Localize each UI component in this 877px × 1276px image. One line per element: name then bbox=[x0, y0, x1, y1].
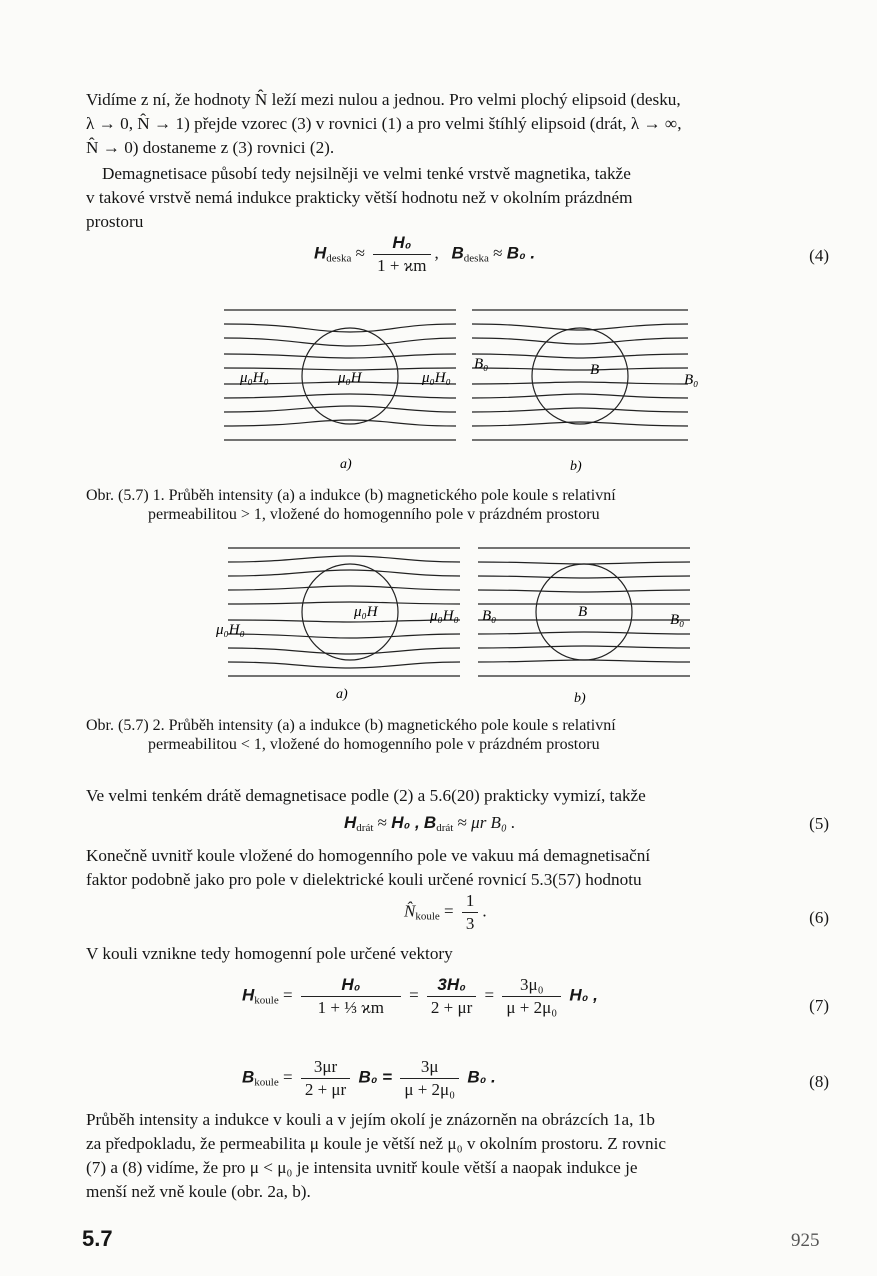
eq8-mid: B₀ = bbox=[358, 1067, 393, 1087]
fig1a-label-right: μ₀H₀ bbox=[422, 370, 451, 386]
eq5-H-sub: drát bbox=[356, 822, 374, 834]
paragraph-5 bbox=[86, 942, 834, 966]
eq8-fraction-1 bbox=[301, 1056, 350, 1101]
eq8-f1-num: 3μr bbox=[301, 1056, 350, 1079]
eq7-f1-den: 1 + ⅓ ϰm bbox=[317, 998, 384, 1017]
equation-5: $H_{drát} \approx H_0$ , $B_{drát} \approx \mu r$ B₀ . bbox=[344, 813, 516, 834]
fig2a-field-lines bbox=[228, 548, 460, 676]
equation-8: $B_{koule}$ = $\frac{3\mu r}{2 + \mu r}$ B₀ = $\frac{3\mu}{\text{μ + 2μ₀}}$ B₀ . bbox=[242, 1057, 496, 1099]
eq8-B-sub: koule bbox=[254, 1076, 279, 1089]
paragraph-6 bbox=[86, 1108, 834, 1204]
paragraph-2 bbox=[86, 162, 834, 234]
eq7-f3-num: 3μ₀ bbox=[502, 974, 561, 997]
eq4-rhs: B₀ . bbox=[506, 243, 536, 263]
eq7-number: (7) bbox=[809, 996, 829, 1015]
eq8-number: (8) bbox=[809, 1072, 829, 1091]
eq4-B: B bbox=[451, 243, 464, 263]
eq6-num: 1 bbox=[462, 890, 479, 913]
paragraph-1 bbox=[86, 88, 834, 160]
eq5-number: (5) bbox=[809, 814, 829, 833]
fig2a-label-center: μ₀H bbox=[354, 604, 378, 620]
eq7-f2-num: 3H₀ bbox=[427, 974, 476, 997]
eq4-fraction bbox=[373, 232, 430, 277]
eq4-number: (4) bbox=[809, 246, 829, 265]
eq8-fraction-2 bbox=[400, 1056, 459, 1101]
fig1b-sublabel: b) bbox=[570, 459, 582, 474]
eq4-B-sub: deska bbox=[463, 252, 489, 265]
fig2-caption-line-2: permeabilitou < 1, vložené do homogenního pole v prázdném prostoru bbox=[148, 736, 600, 753]
section-number: 5.7 bbox=[82, 1226, 113, 1251]
p1-line-1: Vidíme z ní, že hodnoty N̂ leží mezi nulou a jednou. Pro velmi plochý elipsoid (desku, bbox=[86, 90, 681, 109]
eq4-H: H bbox=[314, 243, 327, 263]
p6-line-4: menší než vně koule (obr. 2a, b). bbox=[86, 1182, 311, 1201]
eq7-f2-den: 2 + μr bbox=[430, 998, 473, 1017]
equation-4: $H_{deska}$ ≈ $\frac{\text{H₀}}{1 + ϰm}$ , $B_{deska} \approx B_0$ . bbox=[314, 233, 536, 275]
fig2-caption-line-1: Obr. (5.7) 2. Průběh intensity (a) a indukce (b) magnetického pole koule s relativní bbox=[86, 717, 616, 734]
eq6-N-sub: koule bbox=[415, 910, 440, 923]
fig1b-label-center: B bbox=[590, 362, 600, 378]
p6-line-2: za předpokladu, že permeabilita μ koule je větší než μ₀ v okolním prostoru. Z rovnic bbox=[86, 1134, 666, 1153]
page-number: 925 bbox=[791, 1230, 820, 1251]
fig1b-field-lines bbox=[472, 310, 688, 440]
fig1a-sublabel: a) bbox=[340, 457, 352, 472]
fig2b-label-right: B₀ bbox=[670, 612, 685, 628]
eq5-B-sub: drát bbox=[436, 822, 454, 834]
p2-line-3: prostoru bbox=[86, 212, 144, 231]
eq8-f1-den: 2 + μr bbox=[304, 1080, 347, 1099]
fig2b-label-left: B₀ bbox=[482, 608, 497, 624]
eq7-f1-num: H₀ bbox=[301, 974, 401, 997]
fig2b-label-center: B bbox=[578, 604, 588, 620]
fig1a-label-center: μ₀H bbox=[338, 370, 362, 386]
equation-7: $H_{koule}$ = $\frac{\text{H₀}}{\text{1 + ⅓ ϰm}}$ = $\frac{\text{3H₀}}{2 + \mu r}$ = $\frac{\text{3μ₀}}{\text{μ + 2μ₀}}$ H₀ , bbox=[242, 975, 598, 1017]
eq4-den: 1 + ϰm bbox=[377, 256, 427, 275]
eq7-f3-den: μ + 2μ₀ bbox=[506, 998, 558, 1017]
fig1a-label-left: μ₀H₀ bbox=[240, 370, 269, 386]
eq6-fraction bbox=[462, 890, 479, 935]
p5-line-1: V kouli vznikne tedy homogenní pole určené vektory bbox=[86, 944, 453, 963]
fig2b-sublabel: b) bbox=[574, 691, 586, 706]
fig2a-sublabel: a) bbox=[336, 687, 348, 702]
figure-1-caption bbox=[86, 486, 836, 524]
eq8-tail: B₀ . bbox=[467, 1067, 496, 1087]
eq8-B: B bbox=[242, 1067, 255, 1087]
p4-line-2: faktor podobně jako pro pole v dielektrické kouli určené rovnicí 5.3(57) hodnotu bbox=[86, 870, 642, 889]
fig1b-label-left: B₀ bbox=[474, 356, 489, 372]
p1-line-2: λ → 0, N̂ → 1) přejde vzorec (3) v rovnici (1) a pro velmi štíhlý elipsoid (drát, λ → ∞, bbox=[86, 114, 682, 133]
paragraph-3 bbox=[86, 784, 834, 808]
eq5-rhs2: μr B₀ . bbox=[471, 813, 516, 832]
eq6-den: 3 bbox=[465, 914, 475, 933]
eq7-H-sub: koule bbox=[254, 994, 279, 1007]
fig2a-label-right: μ₀H₀ bbox=[430, 608, 459, 624]
figure-1 bbox=[210, 296, 710, 480]
eq7-tail: H₀ , bbox=[569, 985, 598, 1005]
fig2a-label-left: μ₀H₀ bbox=[216, 622, 245, 638]
figure-2-caption bbox=[86, 716, 836, 754]
paragraph-4 bbox=[86, 844, 834, 892]
eq5-B: B bbox=[423, 813, 437, 832]
eq4-H-sub: deska bbox=[326, 252, 352, 265]
fig1-caption-line-2: permeabilitou > 1, vložené do homogenního pole v prázdném prostoru bbox=[148, 506, 600, 523]
eq8-f2-den: μ + 2μ₀ bbox=[404, 1080, 456, 1099]
p3-line-1: Ve velmi tenkém drátě demagnetisace podle (2) a 5.6(20) prakticky vymizí, takže bbox=[86, 786, 646, 805]
p2-line-2: v takové vrstvě nemá indukce prakticky větší hodnotu než v okolním prázdném bbox=[86, 188, 633, 207]
eq7-fraction-1 bbox=[301, 974, 401, 1019]
p6-line-3: (7) a (8) vidíme, že pro μ < μ₀ je intensita uvnitř koule větší a naopak indukce je bbox=[86, 1158, 638, 1177]
eq8-f2-num: 3μ bbox=[400, 1056, 459, 1079]
p4-line-1: Konečně uvnitř koule vložené do homogenního pole ve vakuu má demagnetisační bbox=[86, 846, 651, 865]
figure-2 bbox=[210, 536, 710, 712]
eq4-num: H₀ bbox=[373, 232, 430, 255]
equation-6: $N̂_{koule}$ = $\frac{1}{3}$ . bbox=[404, 891, 487, 933]
p2-line-1: Demagnetisace působí tedy nejsilněji ve velmi tenké vrstvě magnetika, takže bbox=[102, 164, 631, 183]
eq5-rhs1: H₀ , bbox=[391, 813, 420, 832]
p6-line-1: Průběh intensity a indukce v kouli a v jejím okolí je znázorněn na obrázcích 1a, 1b bbox=[86, 1110, 655, 1129]
eq6-N: N̂ bbox=[404, 901, 416, 921]
eq7-fraction-2 bbox=[427, 974, 476, 1019]
eq6-number: (6) bbox=[809, 908, 829, 927]
p1-line-3: N̂ → 0) dostaneme z (3) rovnici (2). bbox=[86, 138, 335, 157]
eq5-H: H bbox=[344, 813, 357, 832]
fig1b-label-right: B₀ bbox=[684, 372, 699, 388]
eq7-H: H bbox=[242, 985, 255, 1005]
eq7-fraction-3 bbox=[502, 974, 561, 1019]
fig1-caption-line-1: Obr. (5.7) 1. Průběh intensity (a) a indukce (b) magnetického pole koule s relativní bbox=[86, 487, 616, 504]
